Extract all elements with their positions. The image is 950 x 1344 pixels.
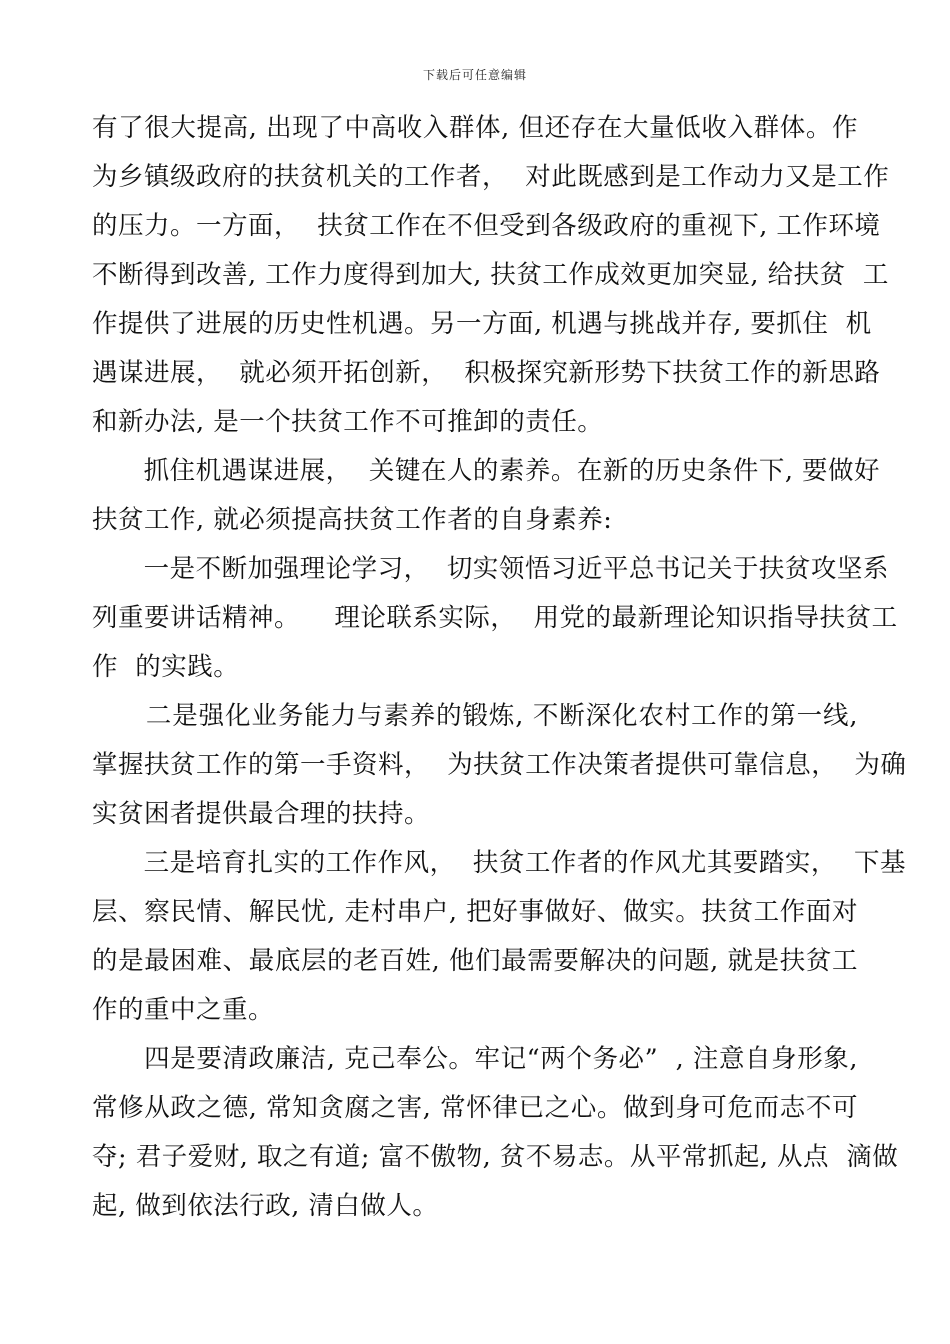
text-line: 抓住机遇谋进展， 关键在人的素养。在新的历史条件下, 要做好 — [92, 456, 881, 486]
text-line: 夺; 君子爱财, 取之有道; 富不傲物, 贫不易志。从平常抓起, 从点 滴做 — [92, 1142, 899, 1172]
document-body — [92, 104, 907, 1231]
text-line: 作 的实践。 — [92, 652, 240, 682]
text-line: 为乡镇级政府的扶贫机关的工作者， 对此既感到是工作动力又是工作 — [92, 162, 890, 192]
text-line: 有了很大提高, 出现了中高收入群体, 但还存在大量低收入群体。作 — [92, 113, 858, 143]
text-line: 常修从政之德, 常知贪腐之害, 常怀律已之心。做到身可危而志不可 — [92, 1093, 858, 1123]
text-line: 实贫困者提供最合理的扶持。 — [92, 799, 431, 829]
text-line: 作提供了进展的历史性机遇。另一方面, 机遇与挑战并存, 要抓住 机 — [92, 309, 872, 339]
text-line: 扶贫工作, 就必须提高扶贫工作者的自身素养: — [92, 505, 613, 535]
text-line: 掌握扶贫工作的第一手资料， 为扶贫工作决策者提供可靠信息， 为确 — [92, 750, 907, 780]
text-line: 遇谋进展， 就必须开拓创新， 积极探究新形势下扶贫工作的新思路 — [92, 358, 881, 388]
text-line: 不断得到改善, 工作力度得到加大, 扶贫工作成效更加突显, 给扶贫 工 — [92, 260, 889, 290]
text-line: 三是培育扎实的工作作风， 扶贫工作者的作风尤其要踏实， 下基 — [92, 848, 907, 878]
text-line: 列重要讲话精神。 理论联系实际， 用党的最新理论知识指导扶贫工 — [92, 603, 898, 633]
text-line: 起, 做到依法行政, 清白做人。 — [92, 1191, 439, 1221]
text-line: 和新办法, 是一个扶贫工作不可推卸的责任。 — [92, 407, 604, 437]
text-line: 一是不断加强理论学习， 切实领悟习近平总书记关于扶贫攻坚系 — [92, 554, 889, 584]
text-line: 的压力。一方面， 扶贫工作在不但受到各级政府的重视下, 工作环境 — [92, 211, 881, 241]
text-line: 四是要清政廉洁, 克己奉公。牢记“两个务必” , 注意自身形象, — [92, 1044, 858, 1074]
text-line: 二是强化业务能力与素养的锻炼, 不断深化农村工作的第一线, — [92, 701, 858, 731]
text-line: 的是最困难、最底层的老百姓, 他们最需要解决的问题, 就是扶贫工 — [92, 946, 858, 976]
text-line: 作的重中之重。 — [92, 995, 275, 1025]
text-line: 层、察民情、解民忧, 走村串户, 把好事做好、做实。扶贫工作面对 — [92, 897, 858, 927]
page-header-note: 下载后可任意编辑 — [422, 68, 527, 82]
